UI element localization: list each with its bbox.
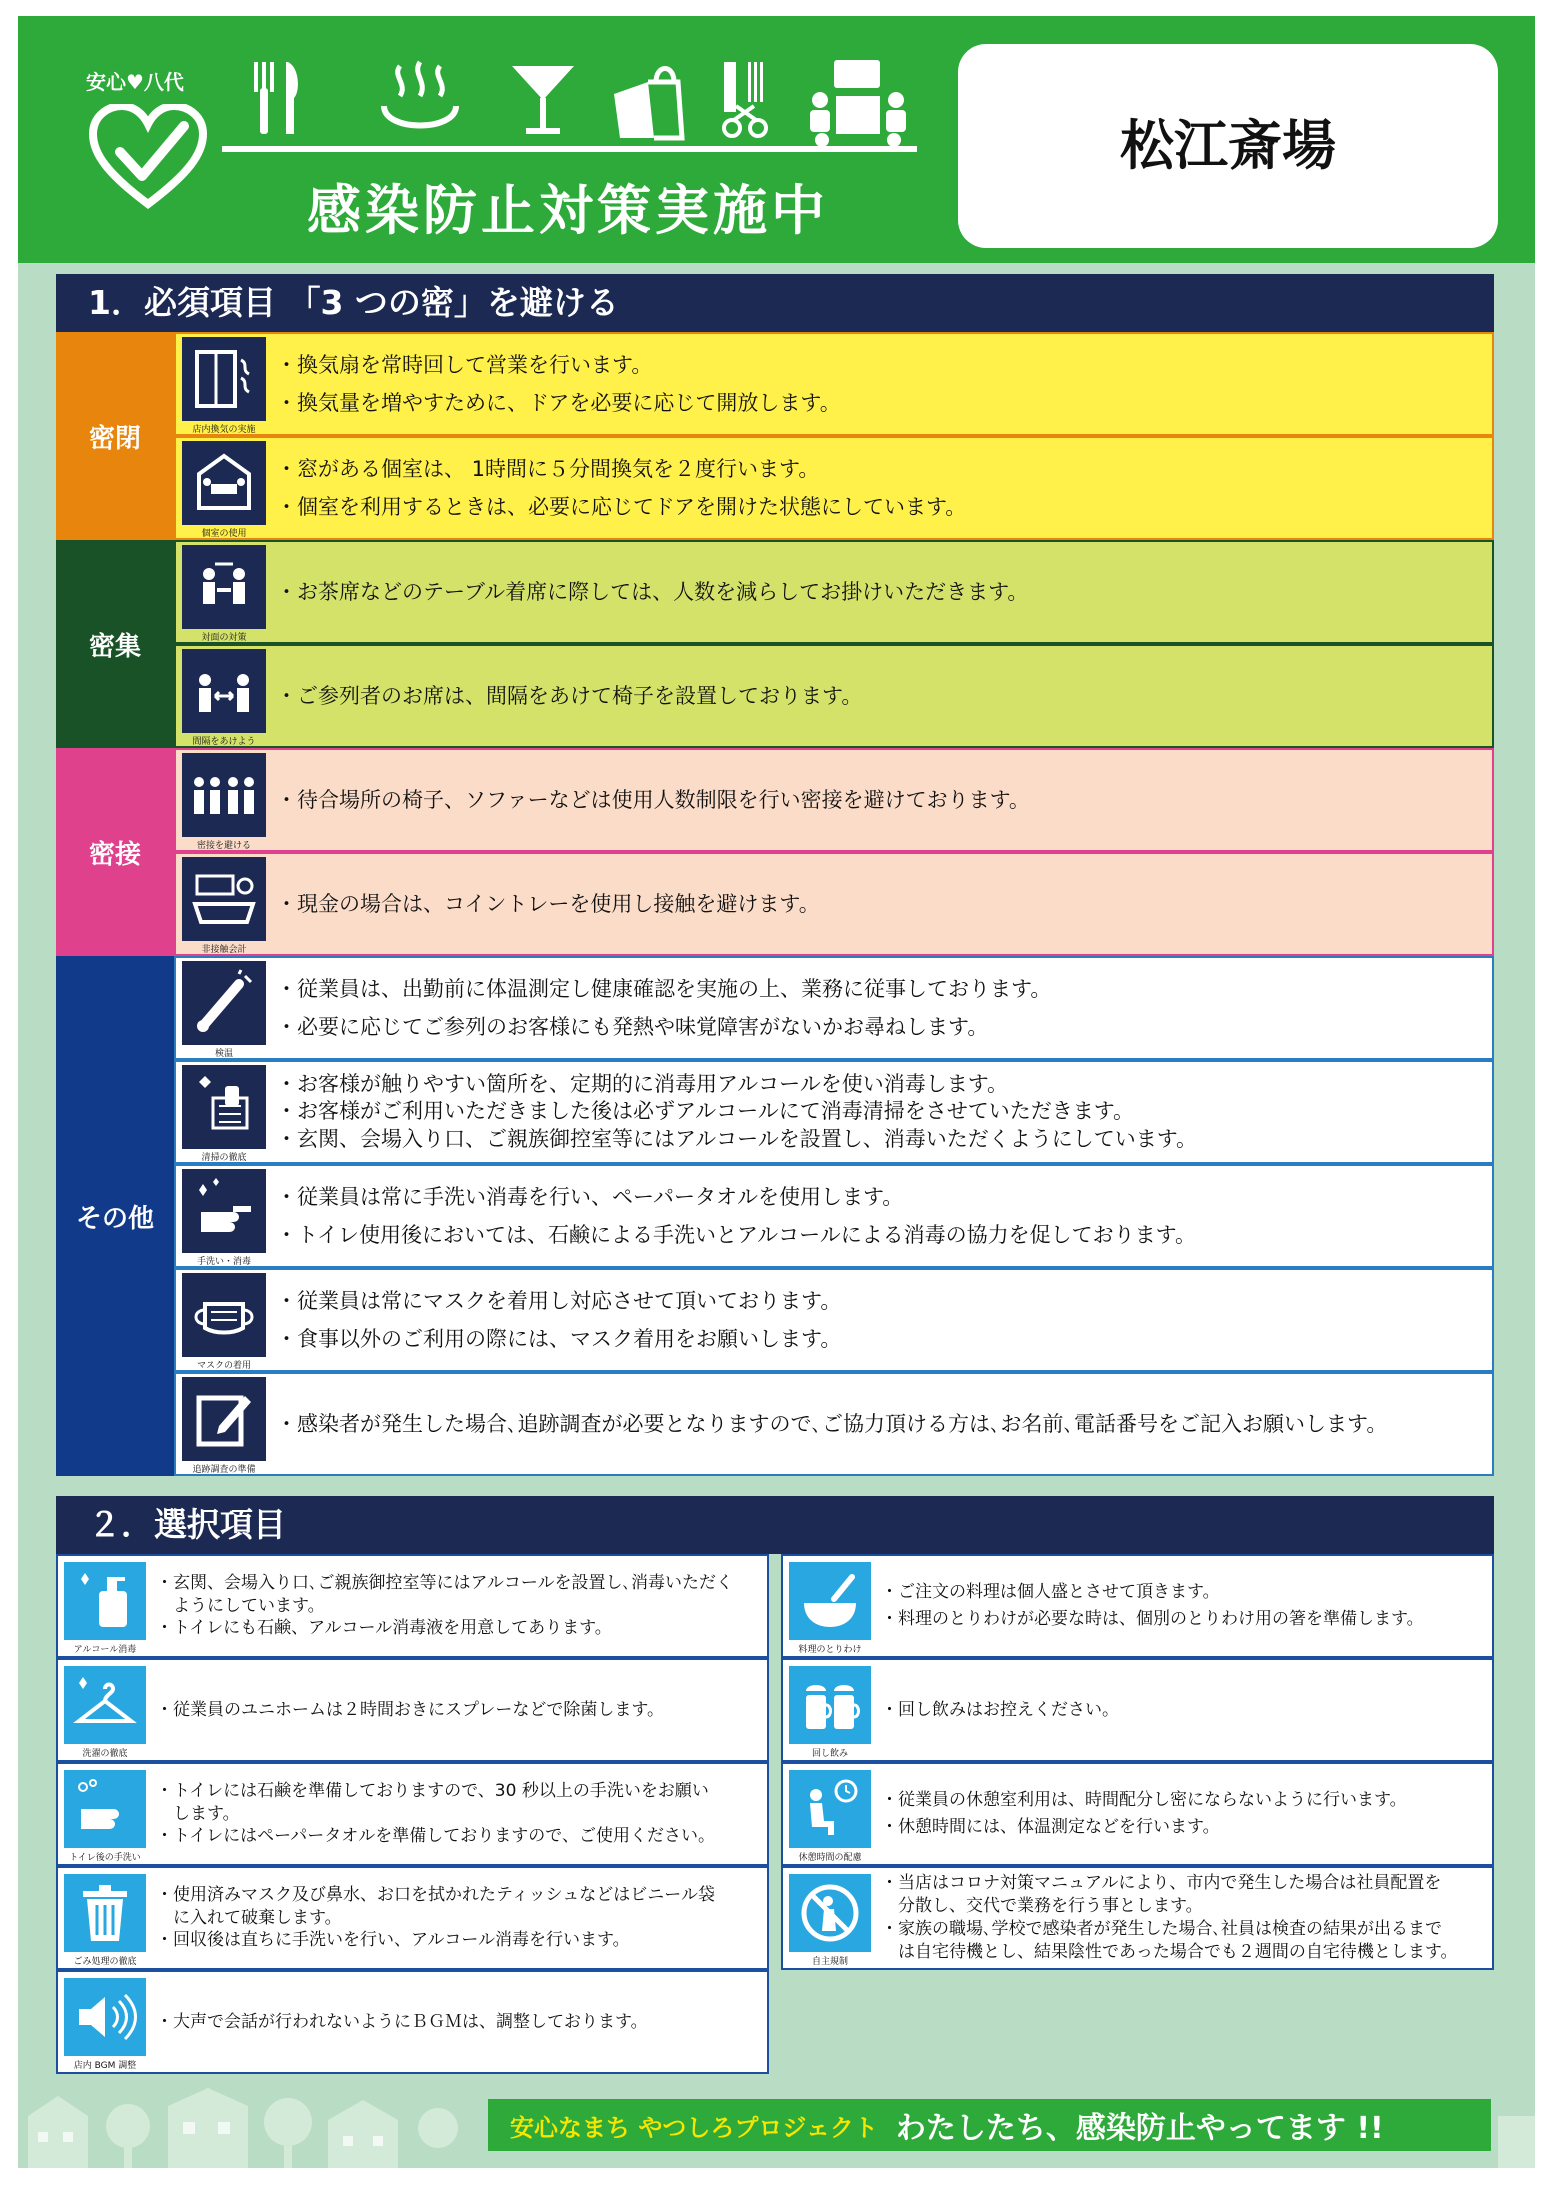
cocktail-icon: [508, 58, 578, 138]
icon-caption: 店内 BGM 調整: [73, 2061, 137, 2071]
icon-caption: 自主規制: [811, 1957, 848, 1967]
section1-title: 1．必須項目 「3 つの密」を避ける: [56, 274, 1494, 332]
icon-caption: 清掃の徹底: [201, 1153, 247, 1163]
hot-spring-icon: [378, 58, 462, 138]
poster: [18, 16, 1535, 2168]
icon-caption: 手洗い・消毒: [196, 1257, 251, 1267]
serving-icon: [789, 1562, 871, 1640]
meeting-icon: [808, 58, 908, 148]
logo: [78, 66, 228, 226]
row-text: ・現金の場合は、コイントレーを使用し接触を避けます。: [276, 891, 820, 916]
row-text: ・休憩時間には、体温測定などを行います。: [881, 1817, 1220, 1837]
venue-box: [958, 44, 1498, 248]
category-label: 密閉: [56, 332, 174, 540]
row-text: ・換気扇を常時回して営業を行います。: [276, 352, 653, 377]
row-text: ・トイレ使用後においては、石鹸による手洗いとアルコールによる消毒の協力を促しております。: [276, 1223, 1197, 1247]
speaker-icon: [64, 1978, 146, 2056]
icon-caption: 密接を避ける: [196, 841, 251, 851]
list-item: [56, 1658, 769, 1762]
list-item: [174, 1268, 1494, 1372]
row-text: は自宅待機とし、結果陰性であった場合でも２週間の自宅待機とします。: [881, 1941, 1458, 1962]
list-item: [174, 436, 1494, 540]
logo-text: 安心♥八代: [86, 70, 184, 94]
row-text: ・従業員の休憩室利用は、時間配分し密にならないように行います。: [881, 1790, 1407, 1811]
row-text: ・待合場所の椅子、ソファーなどは使用人数制限を行い密接を避けております。: [276, 787, 1030, 812]
row-text: ・個室を利用するときは、必要に応じてドアを開けた状態にしています。: [276, 495, 967, 519]
header-banner: [18, 16, 1535, 263]
icon-caption: マスクの着用: [196, 1361, 251, 1371]
list-item: [174, 1372, 1494, 1476]
fork-knife-icon: [248, 58, 308, 138]
cash-tray-icon: [182, 857, 266, 941]
header-divider: [222, 146, 917, 152]
icon-caption: 店内換気の実施: [192, 425, 256, 435]
list-item: [174, 852, 1494, 956]
row-text: します。: [156, 1803, 240, 1824]
trash-icon: [64, 1874, 146, 1952]
row-text: ・家族の職場､学校で感染者が発生した場合､社員は検査の結果が出るまで: [881, 1919, 1442, 1939]
ventilation-icon: [182, 337, 266, 421]
row-text: ・トイレにはペーパータオルを準備しておりますので、ご使用ください。: [156, 1826, 715, 1847]
tracing-form-icon: [182, 1377, 266, 1461]
shopping-bag-icon: [608, 58, 688, 142]
break-time-icon: [789, 1770, 871, 1848]
footer-slogan: わたしたち、感染防止やってます !!: [895, 2111, 1384, 2146]
list-item: [56, 1554, 769, 1658]
row-text: ・必要に応じてご参列のお客様にも発熱や味覚障害がないかお尋ねします。: [276, 1015, 989, 1039]
row-text: ・トイレには石鹸を準備しておりますので、30 秒以上の手洗いをお願い: [156, 1780, 709, 1801]
list-item: [781, 1554, 1494, 1658]
row-text: ようにしています。: [156, 1595, 325, 1616]
row-text: に入れて破棄します。: [156, 1907, 342, 1928]
row-text: ・回し飲みはお控えください。: [881, 1699, 1119, 1720]
venue-pictograms: [248, 58, 948, 158]
header-title: 感染防止対策実施中: [307, 179, 829, 242]
row-text: ・お茶席などのテーブル着席に際しては、人数を減らしてお掛けいただきます。: [276, 579, 1029, 604]
barber-icon: [718, 58, 778, 142]
list-item: [781, 1866, 1494, 1970]
list-item: [781, 1658, 1494, 1762]
list-item: [56, 1762, 769, 1866]
row-text: ・玄関、会場入り口､ご親族御控室等にはアルコールを設置し､消毒いただく: [156, 1572, 733, 1593]
venue-name: 松江斎場: [1120, 114, 1336, 177]
row-text: ・ご参列者のお席は、間隔をあけて椅子を設置しております。: [276, 683, 863, 708]
row-text: ・玄関、会場入り口、ご親族御控室等にはアルコールを設置し、消毒いただくようにしています。: [276, 1126, 1198, 1151]
row-text: ・食事以外のご利用の際には、マスク着用をお願いします。: [276, 1327, 842, 1351]
icon-caption: アルコール消毒: [73, 1645, 137, 1655]
icon-caption: トイレ後の手洗い: [69, 1853, 141, 1863]
row-text: ・トイレにも石鹸、アルコール消毒液を用意してあります。: [156, 1618, 612, 1639]
icon-caption: ごみ処理の徹底: [73, 1957, 137, 1967]
row-text: 分散し、交代で業務を行う事とします。: [881, 1896, 1203, 1917]
list-item: [174, 1060, 1494, 1164]
icon-caption: 個室の使用: [201, 529, 247, 539]
row-text: ・感染者が発生した場合､追跡調査が必要となりますので､ご協力頂ける方は､お名前､電話番号をご記入お願いします。: [276, 1411, 1388, 1436]
section2-title: ２．選択項目: [56, 1496, 1494, 1554]
category-label: 密接: [56, 748, 174, 956]
row-text: ・お客様がご利用いただきました後は必ずアルコールにて消毒清掃をさせていただきます。: [276, 1099, 1135, 1124]
icon-caption: 休憩時間の配慮: [798, 1853, 862, 1863]
list-item: [174, 956, 1494, 1060]
icon-caption: 対面の対策: [201, 633, 247, 643]
row-text: ・ご注文の料理は個人盛とさせて頂きます。: [881, 1582, 1220, 1603]
icon-caption: 料理のとりわけ: [798, 1645, 862, 1655]
row-text: ・回収後は直ちに手洗いを行い、アルコール消毒を行います。: [156, 1930, 630, 1951]
icon-caption: 非接触会計: [201, 945, 247, 955]
row-text: ・使用済みマスク及び鼻水、お口を拭かれたティッシュなどはビニール袋: [156, 1884, 715, 1905]
private-room-icon: [182, 441, 266, 525]
footer-project: 安心なまち やつしろプロジェクト: [510, 2113, 878, 2142]
row-text: ・当店はコロナ対策マニュアルにより、市内で発生した場合は社員配置を: [881, 1873, 1442, 1894]
row-text: ・従業員は、出勤前に体温測定し健康確認を実施の上、業務に従事しております。: [276, 976, 1052, 1001]
icon-caption: 検温: [214, 1049, 233, 1059]
hand-wash-icon: [182, 1169, 266, 1253]
cleaning-icon: [182, 1065, 266, 1149]
row-text: ・料理のとりわけが必要な時は、個別のとりわけ用の箸を準備します。: [881, 1609, 1424, 1629]
toilet-handwash-icon: [64, 1770, 146, 1848]
no-sharing-drinks-icon: [789, 1666, 871, 1744]
heart-check-icon: [88, 104, 208, 214]
category-label: その他: [56, 956, 174, 1476]
alcohol-icon: [64, 1562, 146, 1640]
list-item: [781, 1762, 1494, 1866]
icon-caption: 回し飲み: [811, 1749, 848, 1759]
footer-banner: [488, 2099, 1491, 2151]
self-restraint-icon: [789, 1874, 871, 1952]
row-text: ・窓がある個室は、 1時間に５分間換気を２度行います。: [276, 456, 820, 481]
category-label: 密集: [56, 540, 174, 748]
list-item: [174, 644, 1494, 748]
row-text: ・従業員は常にマスクを着用し対応させて頂いております。: [276, 1288, 842, 1313]
icon-caption: 間隔をあけよう: [192, 737, 256, 747]
distance-icon: [182, 649, 266, 733]
icon-caption: 洗濯の徹底: [82, 1749, 128, 1759]
list-item: [56, 1866, 769, 1970]
row-text: ・お客様が触りやすい箇所を、定期的に消毒用アルコールを使い消毒します。: [276, 1072, 1009, 1097]
list-item: [174, 540, 1494, 644]
row-text: ・従業員のユニホームは２時間おきにスプレーなどで除菌します。: [156, 1699, 664, 1720]
list-item: [174, 332, 1494, 436]
icon-caption: 追跡調査の準備: [192, 1465, 256, 1475]
face-to-face-icon: [182, 545, 266, 629]
row-text: ・換気量を増やすために、ドアを必要に応じて開放します。: [276, 391, 841, 415]
row-text: ・大声で会話が行われないようにＢＧＭは、調整しております。: [156, 2011, 648, 2032]
thermometer-icon: [182, 961, 266, 1045]
list-item: [174, 1164, 1494, 1268]
list-item: [174, 748, 1494, 852]
mask-icon: [182, 1273, 266, 1357]
avoid-contact-icon: [182, 753, 266, 837]
list-item: [56, 1970, 769, 2074]
laundry-icon: [64, 1666, 146, 1744]
row-text: ・従業員は常に手洗い消毒を行い、ペーパータオルを使用します。: [276, 1184, 904, 1209]
